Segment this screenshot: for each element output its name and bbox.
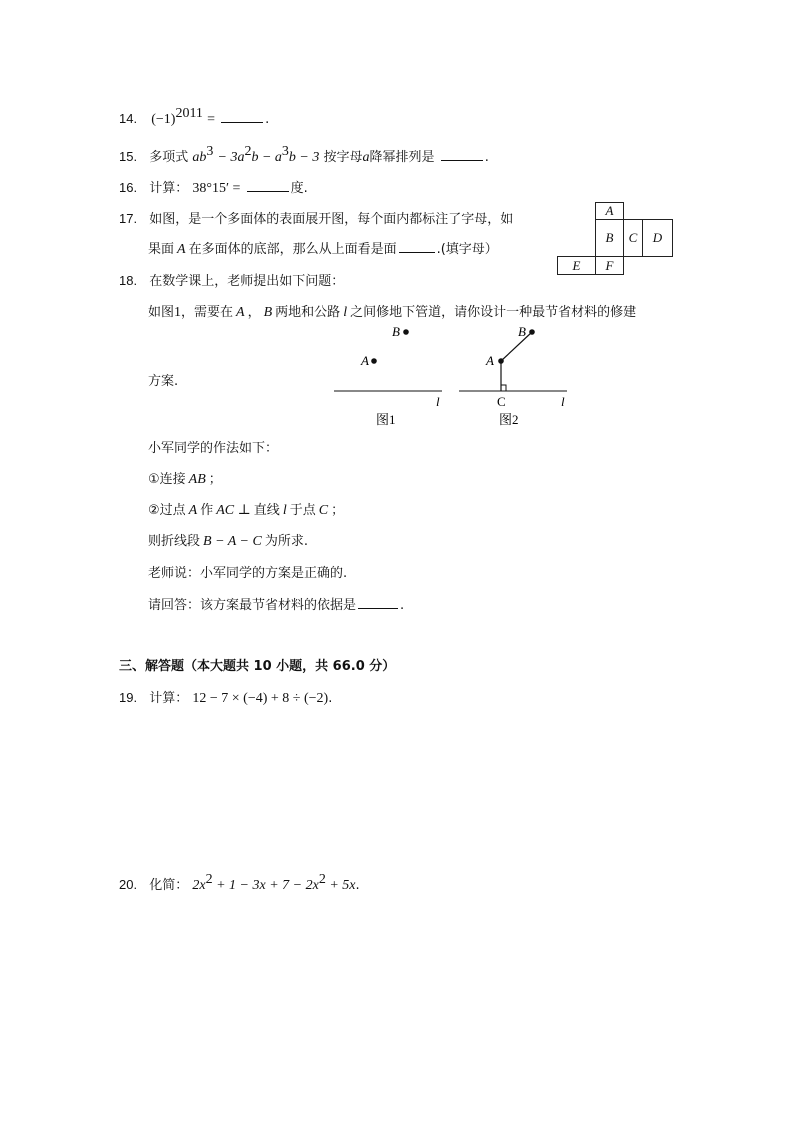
math-exponent: 3: [281, 144, 289, 159]
question-17: [119, 208, 513, 227]
right-angle-mark: [501, 385, 506, 391]
math-variable: l: [282, 503, 287, 518]
figure-ref: 1: [174, 305, 182, 320]
question-16: [119, 177, 308, 197]
equals-sign: =: [207, 112, 215, 127]
question-15: [119, 146, 489, 166]
solution-result: [148, 530, 308, 550]
point-c-label: C: [497, 394, 506, 409]
math-base: (−1): [151, 112, 176, 127]
math-expression: AC ⊥: [216, 503, 251, 518]
solution-step-2: [148, 499, 344, 519]
question-text: 计算：: [149, 691, 189, 706]
point-a-label: A: [486, 353, 494, 368]
question-text: 化简：: [149, 878, 189, 893]
math-exponent: 2: [318, 872, 326, 887]
net-face-b: B: [595, 219, 624, 257]
teacher-comment: 老师说：小军同学的方案是正确的.: [148, 566, 348, 581]
question-text: 如图: [148, 305, 175, 320]
step-text: 为所求.: [264, 534, 308, 549]
question-number: 14.: [119, 111, 138, 126]
math-exponent: 2011: [175, 106, 203, 121]
answer-blank[interactable]: [441, 148, 483, 161]
question-text: 请回答：该方案最节省材料的依据是: [148, 598, 357, 613]
point-b: [403, 329, 409, 335]
question-text: 方案.: [148, 374, 179, 389]
line-l-label: l: [561, 394, 565, 409]
question-text: ，需要在: [181, 305, 234, 320]
math-expression: 38°15′ =: [192, 181, 241, 196]
point-a: [371, 358, 377, 364]
step-text: 于点: [289, 503, 316, 518]
step-text: 则折线段: [148, 534, 201, 549]
math-variable: A: [177, 242, 186, 257]
question-text: 多项式: [149, 150, 189, 165]
figure-caption: 图2: [499, 412, 519, 427]
segment-ab: [501, 332, 532, 361]
question-number: 17.: [119, 211, 138, 226]
question-text: 度.: [290, 181, 308, 196]
question-18-ask: [148, 594, 404, 613]
period: .: [400, 598, 405, 613]
math-expression: 12 − 7 × (−4) + 8 ÷ (−2): [192, 691, 329, 706]
point-a-label: A: [361, 353, 369, 368]
line-l-label: l: [436, 394, 440, 409]
question-text: 两地和公路: [275, 305, 341, 320]
math-term: b − a: [251, 150, 282, 165]
question-text: ，: [247, 305, 261, 320]
math-variable: A: [188, 503, 198, 518]
period: .: [355, 878, 360, 893]
step-text: ；: [331, 503, 345, 518]
math-exponent: 3: [206, 144, 214, 159]
period: .: [484, 150, 489, 165]
math-variable: C: [318, 503, 329, 518]
net-face-d: D: [642, 219, 673, 257]
question-text: 计算：: [149, 181, 189, 196]
point-b-label: B: [518, 324, 526, 339]
net-face-c: C: [623, 219, 643, 257]
math-term: 2x: [192, 878, 206, 893]
period: .: [328, 691, 333, 706]
answer-blank[interactable]: [247, 179, 289, 192]
math-variable: A: [236, 305, 245, 320]
math-term: + 1 − 3x + 7 − 2x: [212, 878, 319, 893]
question-number: 19.: [119, 690, 138, 705]
question-number: 20.: [119, 877, 138, 892]
math-exponent: 2: [205, 872, 213, 887]
math-term: b − 3: [288, 150, 320, 165]
net-face-f: F: [595, 256, 624, 275]
question-text: 在数学课上，老师提出如下问题：: [149, 274, 345, 289]
math-variable: B: [263, 305, 273, 320]
figure-2: [455, 320, 580, 430]
question-text: 按字母: [323, 150, 363, 165]
question-text: .(填字母）: [436, 242, 498, 257]
math-variable: a: [362, 150, 370, 165]
math-variable: l: [343, 305, 348, 320]
figure-caption: 图1: [376, 412, 396, 427]
step-text: ①连接: [148, 472, 186, 487]
question-text: 如图，是一个多面体的表面展开图，每个面内都标注了字母，如: [149, 212, 514, 227]
math-segment: AB: [188, 472, 206, 487]
solution-step-1: [148, 468, 222, 488]
question-18-problem: [148, 301, 636, 321]
question-17-line2: [148, 238, 498, 258]
question-number: 15.: [119, 149, 138, 164]
section-heading: 三、解答题（本大题共 10 小题，共 66.0 分）: [119, 659, 396, 674]
question-number: 18.: [119, 273, 138, 288]
math-expression: B − A − C: [203, 534, 262, 549]
question-text: 之间修地下管道，请你设计一种最节省材料的修建: [350, 305, 637, 320]
question-20: [119, 874, 360, 894]
step-text: 作: [200, 503, 214, 518]
question-number: 16.: [119, 180, 138, 195]
question-18: [119, 270, 344, 289]
math-exponent: 2: [244, 144, 252, 159]
question-text: 降幂排列是: [369, 150, 435, 165]
math-term: − 3a: [217, 150, 245, 165]
polyhedron-net: [557, 202, 673, 275]
question-text: 在多面体的底部，那么从上面看是面: [188, 242, 397, 257]
period: .: [265, 112, 270, 127]
question-14: [119, 106, 270, 128]
math-term: ab: [192, 150, 207, 165]
point-b-label: B: [392, 324, 400, 339]
math-term: + 5x: [325, 878, 356, 893]
answer-blank[interactable]: [358, 596, 398, 609]
step-text: ②过点: [148, 503, 186, 518]
answer-blank[interactable]: [221, 110, 263, 123]
figure-1: [330, 320, 450, 430]
step-text: ；: [208, 472, 222, 487]
question-19: [119, 687, 332, 707]
net-face-e: E: [557, 256, 596, 275]
solution-intro: 小军同学的作法如下：: [148, 441, 279, 456]
question-text: 果面: [148, 242, 175, 257]
net-face-a: A: [595, 202, 624, 220]
answer-blank[interactable]: [399, 240, 435, 253]
step-text: 直线: [253, 503, 280, 518]
